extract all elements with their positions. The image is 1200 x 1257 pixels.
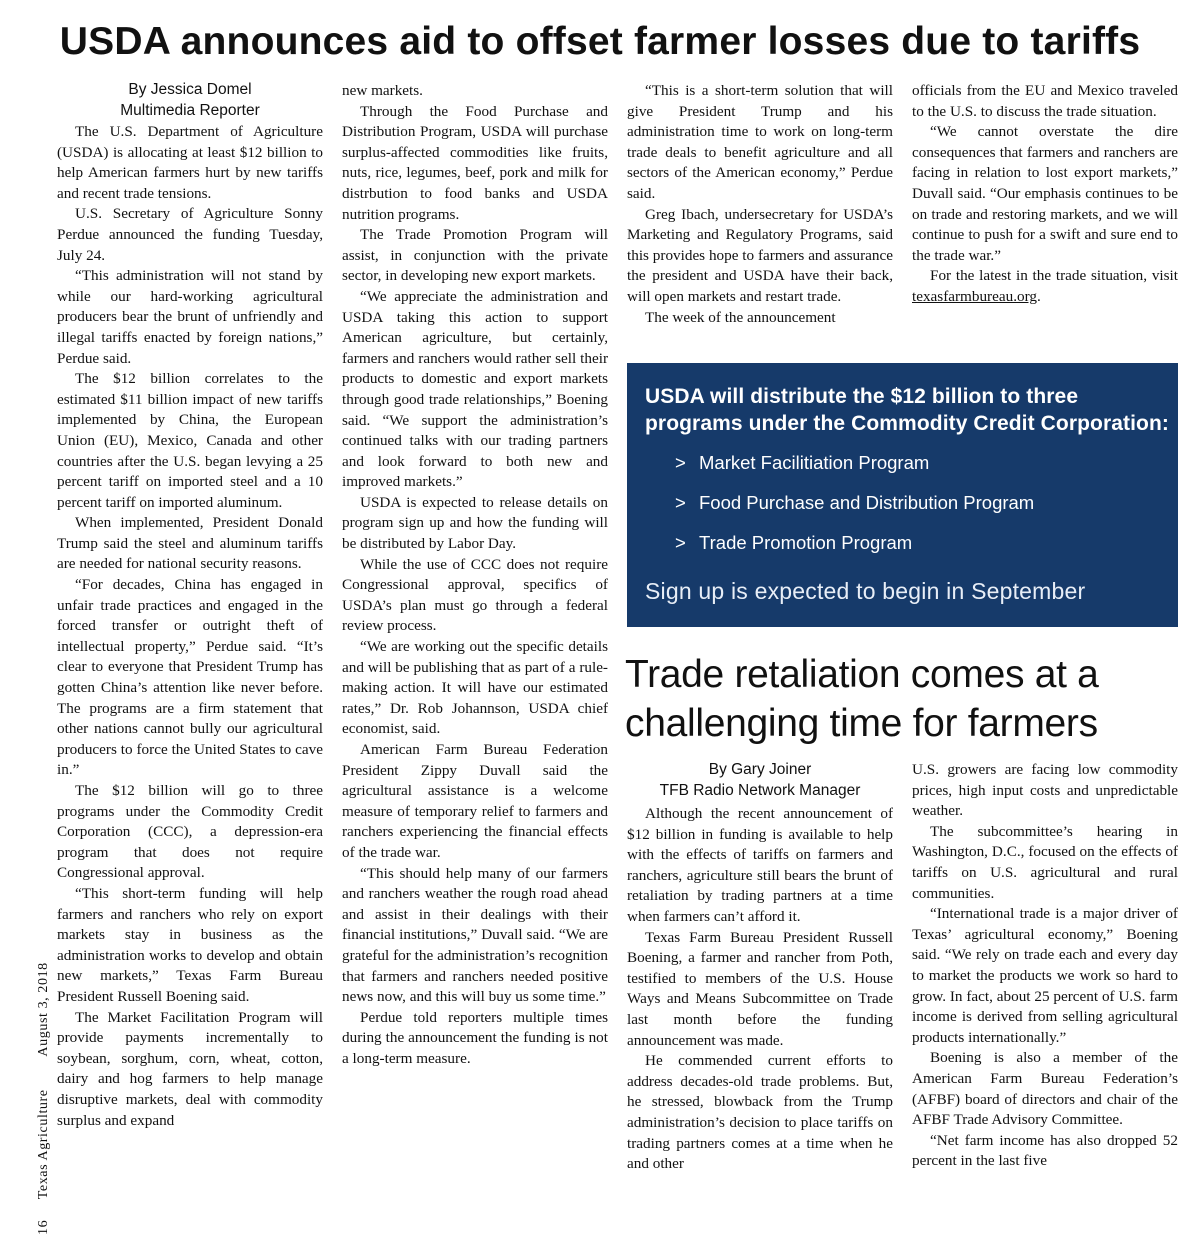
- paragraph: While the use of CCC does not require Congressional approval, specifics of USDA’s plan must go through a federal review process.: [342, 555, 608, 635]
- paragraph: He commended current efforts to address decades-old trade problems. But, he stressed, blowback from the Trump administration’s decision to place tariffs on trading partners comes at a time when he and other: [627, 1052, 893, 1173]
- paragraph: Texas Farm Bureau President Russell Boening, a farmer and rancher from Poth, testified to members of the U.S. House Ways and Means Subcommittee on Trade last month before the funding announcement was made.: [627, 928, 893, 1049]
- article-column-1: [57, 122, 323, 1222]
- paragraph: The Trade Promotion Program will assist, in conjunction with the private sector, in developing new export markets.: [342, 226, 608, 285]
- paragraph-continued: new markets.: [342, 82, 423, 99]
- paragraph: American Farm Bureau Federation President Zippy Duvall said the agricultural assistance is a welcome measure of temporary relief to farmers and ranchers experiencing the financial effects of the trade war.: [342, 741, 608, 861]
- paragraph: “Net farm income has also dropped 52 percent in the last five: [912, 1131, 1178, 1170]
- paragraph: “This should help many of our farmers and ranchers weather the rough road ahead and assist in their dealings with their financial institutions,” Duvall said. “We are grateful for the administration’s recognition that farmers and ranchers needed positive news now, and this will buy us some time.”: [342, 864, 608, 1006]
- paragraph-text: For the latest in the trade situation, visit: [930, 267, 1178, 285]
- article-column-6: [912, 760, 1178, 1222]
- paragraph: Boening is also a member of the American Farm Bureau Federation’s (AFBF) board of directors and chair of the AFBF Trade Advisory Committee.: [912, 1049, 1178, 1129]
- article-column-5: [627, 804, 893, 1222]
- paragraph-continued: U.S. growers are facing low commodity prices, high input costs and unpredictable weather.: [912, 761, 1178, 820]
- paragraph-continued: officials from the EU and Mexico traveled to the U.S. to discuss the trade situation.: [912, 82, 1178, 120]
- article-column-4: [912, 81, 1178, 351]
- article-column-3: [627, 81, 893, 351]
- paragraph: “We are working out the specific details and will be publishing that as part of a rule-making action. It will have our estimated rates,” Dr. Rob Johannson, USDA chief economist, said.: [342, 638, 608, 738]
- chevron-right-icon: >: [675, 532, 686, 553]
- byline-role: TFB Radio Network Manager: [659, 781, 861, 799]
- program-item: [675, 533, 1178, 553]
- paragraph: When implemented, President Donald Trump said the steel and aluminum tariffs are needed for national security reasons.: [57, 514, 323, 573]
- paragraph: “This short-term funding will help farmers and ranchers who rely on export markets stay in business as the administration works to develop and obtain new markets,” Texas Farm Bureau President Russell Boening said.: [57, 884, 323, 1005]
- website-link[interactable]: texasfarmbureau.org: [912, 287, 1037, 305]
- info-box: [627, 363, 1178, 627]
- paragraph: “We appreciate the administration and USDA taking this action to support American agriculture, but certainly, farmers and ranchers would rather sell their products to domestic and export markets through good trade relationships,” Boening said. “We support the administration’s continued talks with our trading partners and look forward to both new and improved markets.”: [342, 287, 608, 491]
- publication-name: Texas Agriculture: [36, 1089, 51, 1200]
- paragraph: “For decades, China has engaged in unfair trade practices and engaged in the forced transfer or outright theft of intellectual property,” Perdue said. “It’s clear to everyone that President Trump has gotten China’s attention like never before. The programs are a firm statement that other nations cannot bully our agricultural producers to force the United States to cave in.”: [57, 576, 323, 779]
- program-label: Trade Promotion Program: [699, 532, 913, 553]
- paragraph: The Market Facilitation Program will provide payments incrementally to soybean, sorghum, corn, wheat, cotton, dairy and hog farmers to help manage disruptive markets, deal with commodity surplus and expand: [57, 1008, 323, 1129]
- byline-role: Multimedia Reporter: [120, 101, 260, 119]
- article-column-2: [342, 81, 608, 1221]
- info-box-footer: Sign up is expected to begin in September: [645, 578, 1086, 604]
- paragraph: The $12 billion correlates to the estimated $11 billion impact of new tariffs implemented by China, the European Union (EU), Mexico, Canada and other countries after the U.S. began levying a 25 percent tariff on imported steel and a 10 percent tariff on imported aluminum.: [57, 370, 323, 511]
- paragraph: Although the recent announcement of $12 billion in funding is available to help with the effects of tariffs on farmers and ranchers, agriculture still bears the brunt of retaliation by trading partners at a time when farmers can’t afford it.: [627, 805, 893, 925]
- paragraph: Greg Ibach, undersecretary for USDA’s Marketing and Regulatory Programs, said this provides hope to farmers and assurance the president and USDA have their back, will open markets and restart trade.: [627, 205, 893, 305]
- byline-author: By Gary Joiner: [708, 761, 812, 778]
- chevron-right-icon: >: [675, 452, 686, 473]
- byline-primary: [57, 80, 323, 121]
- folio-text: [36, 962, 52, 1235]
- issue-date: August 3, 2018: [36, 962, 51, 1057]
- paragraph: “This is a short-term solution that will give President Trump and his administration time to work on long-term trade deals to benefit agriculture and all sectors of the American economy,” Perdue said.: [627, 82, 893, 202]
- paragraph: Perdue told reporters multiple times during the announcement the funding is not a long-term measure.: [342, 1008, 608, 1067]
- main-headline: USDA announces aid to offset farmer losses due to tariffs: [59, 20, 1141, 63]
- paragraph-end: .: [1036, 287, 1041, 305]
- program-label: Market Facilitiation Program: [699, 452, 930, 473]
- paragraph: The subcommittee’s hearing in Washington, D.C., focused on the effects of tariffs on U.S. agricultural and rural communities.: [912, 822, 1178, 902]
- byline-secondary: [627, 760, 893, 801]
- chevron-right-icon: >: [675, 492, 686, 513]
- paragraph: “This administration will not stand by while our hard-working agricultural producers bear the brunt of unfriendly and illegal tariffs enacted by foreign nations,” Perdue said.: [57, 267, 323, 367]
- program-item: [675, 493, 1178, 513]
- paragraph: The U.S. Department of Agriculture (USDA) is allocating at least $12 billion to help American farmers hurt by new tariffs and recent trade tensions.: [57, 123, 323, 202]
- info-box-title: USDA will distribute the $12 billion to three programs under the Commodity Credit Corporation:: [645, 385, 1169, 435]
- paragraph: “International trade is a major driver of Texas’ agricultural economy,” Boening said. “We rely on trade each and every day to market the products we work so hard to grow. In fact, about 25 percent of U.S. farm income is derived from selling agricultural products internationally.”: [912, 905, 1178, 1046]
- paragraph: The $12 billion will go to three programs under the Commodity Credit Corporation (CCC), a depression-era program that does not require Congressional approval.: [57, 782, 323, 882]
- program-list: [675, 453, 1178, 553]
- paragraph: USDA is expected to release details on program sign up and how the funding will be distributed by Labor Day.: [342, 493, 608, 553]
- paragraph: “We cannot overstate the dire consequences that farmers and ranchers are facing in relation to lost export markets,” Duvall said. “Our emphasis continues to be on trade and restoring markets, and we will continue to push for a swift and sure end to the trade war.”: [912, 123, 1178, 264]
- paragraph: U.S. Secretary of Agriculture Sonny Perdue announced the funding Tuesday, July 24.: [57, 205, 323, 264]
- paragraph: The week of the announcement: [645, 308, 836, 326]
- paragraph-last: [912, 266, 1178, 307]
- secondary-headline: Trade retaliation comes at a challenging time for farmers: [625, 653, 1099, 745]
- byline-author: By Jessica Domel: [128, 81, 252, 98]
- page-number: 16: [36, 1219, 51, 1235]
- program-label: Food Purchase and Distribution Program: [699, 492, 1035, 513]
- program-item: [675, 453, 1178, 473]
- paragraph: Through the Food Purchase and Distribution Program, USDA will purchase surplus-affected commodities like fruits, nuts, rice, legumes, beef, pork and milk for distrbution to food banks and USDA nutrition programs.: [342, 102, 608, 223]
- page-folio: [36, 905, 60, 1235]
